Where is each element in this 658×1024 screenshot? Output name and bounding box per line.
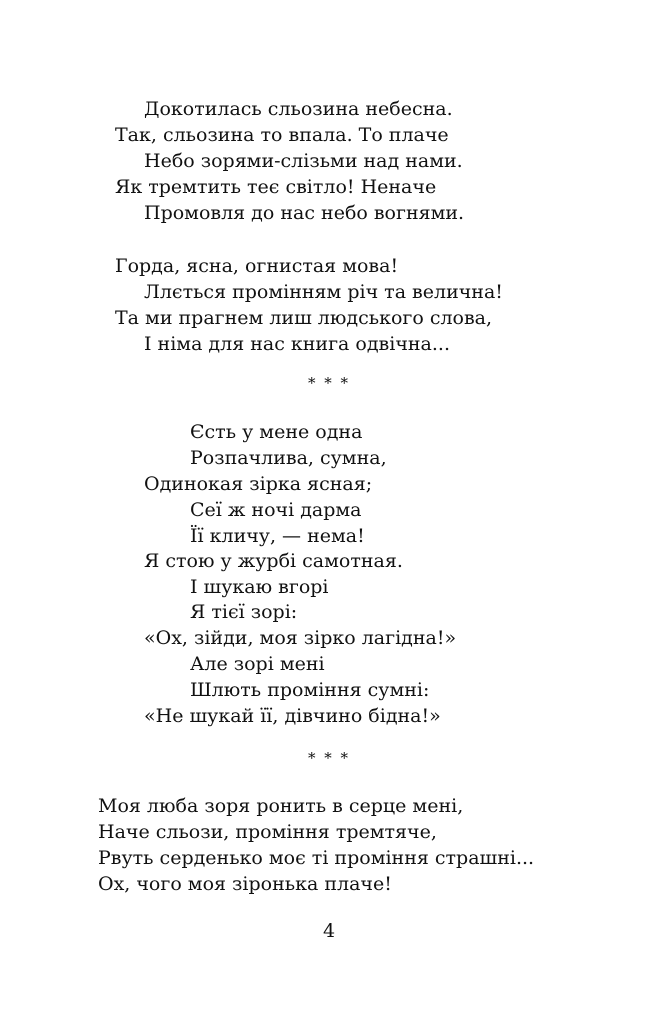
poem-line: Рвуть серденько моє ті проміння страшні...: [98, 847, 535, 869]
poem-line: І німа для нас книга одвічна...: [144, 333, 451, 355]
poem-line: Як тремтить теє світло! Неначе: [115, 176, 437, 198]
poem-line: Єсть у мене одна: [190, 421, 363, 443]
poem-line: Так, сльозина то впала. То плаче: [115, 124, 449, 146]
poem-line: Горда, ясна, огнистая мова!: [115, 255, 399, 277]
poem-line: Шлють проміння сумні:: [190, 679, 430, 701]
poem-line: Одинокая зірка ясная;: [144, 473, 373, 495]
poem-line: Докотилась сльозина небесна.: [144, 98, 453, 120]
poem-line: «Ох, зійди, моя зірко лагідна!»: [144, 627, 457, 649]
section-separator: * * *: [307, 749, 351, 767]
poem-line: Моя люба зоря ронить в серце мені,: [98, 795, 464, 817]
poem-line: Її кличу, — нема!: [190, 525, 365, 547]
poem-line: Та ми прагнем лиш людського слова,: [115, 307, 493, 329]
page-number: 4: [322, 920, 336, 942]
poem-line: Сеї ж ночі дарма: [190, 499, 362, 521]
poem-line: Але зорі мені: [190, 653, 325, 675]
poem-line: Небо зорями-слізьми над нами.: [144, 150, 463, 172]
poem-line: Ох, чого моя зіронька плаче!: [98, 873, 392, 895]
poem-line: І шукаю вгорі: [190, 576, 329, 598]
poem-line: «Не шукай її, дівчино бідна!»: [144, 705, 441, 727]
poem-line: Промовля до нас небо вогнями.: [144, 202, 465, 224]
poem-line: Я тієї зорі:: [190, 601, 298, 623]
poem-line: Я стою у журбі самотная.: [144, 550, 403, 572]
poem-line: Ллється промінням річ та велична!: [144, 281, 503, 303]
section-separator: * * *: [307, 374, 351, 392]
poem-line: Розпачлива, сумна,: [190, 447, 387, 469]
poem-line: Наче сльози, проміння тремтяче,: [98, 821, 437, 843]
